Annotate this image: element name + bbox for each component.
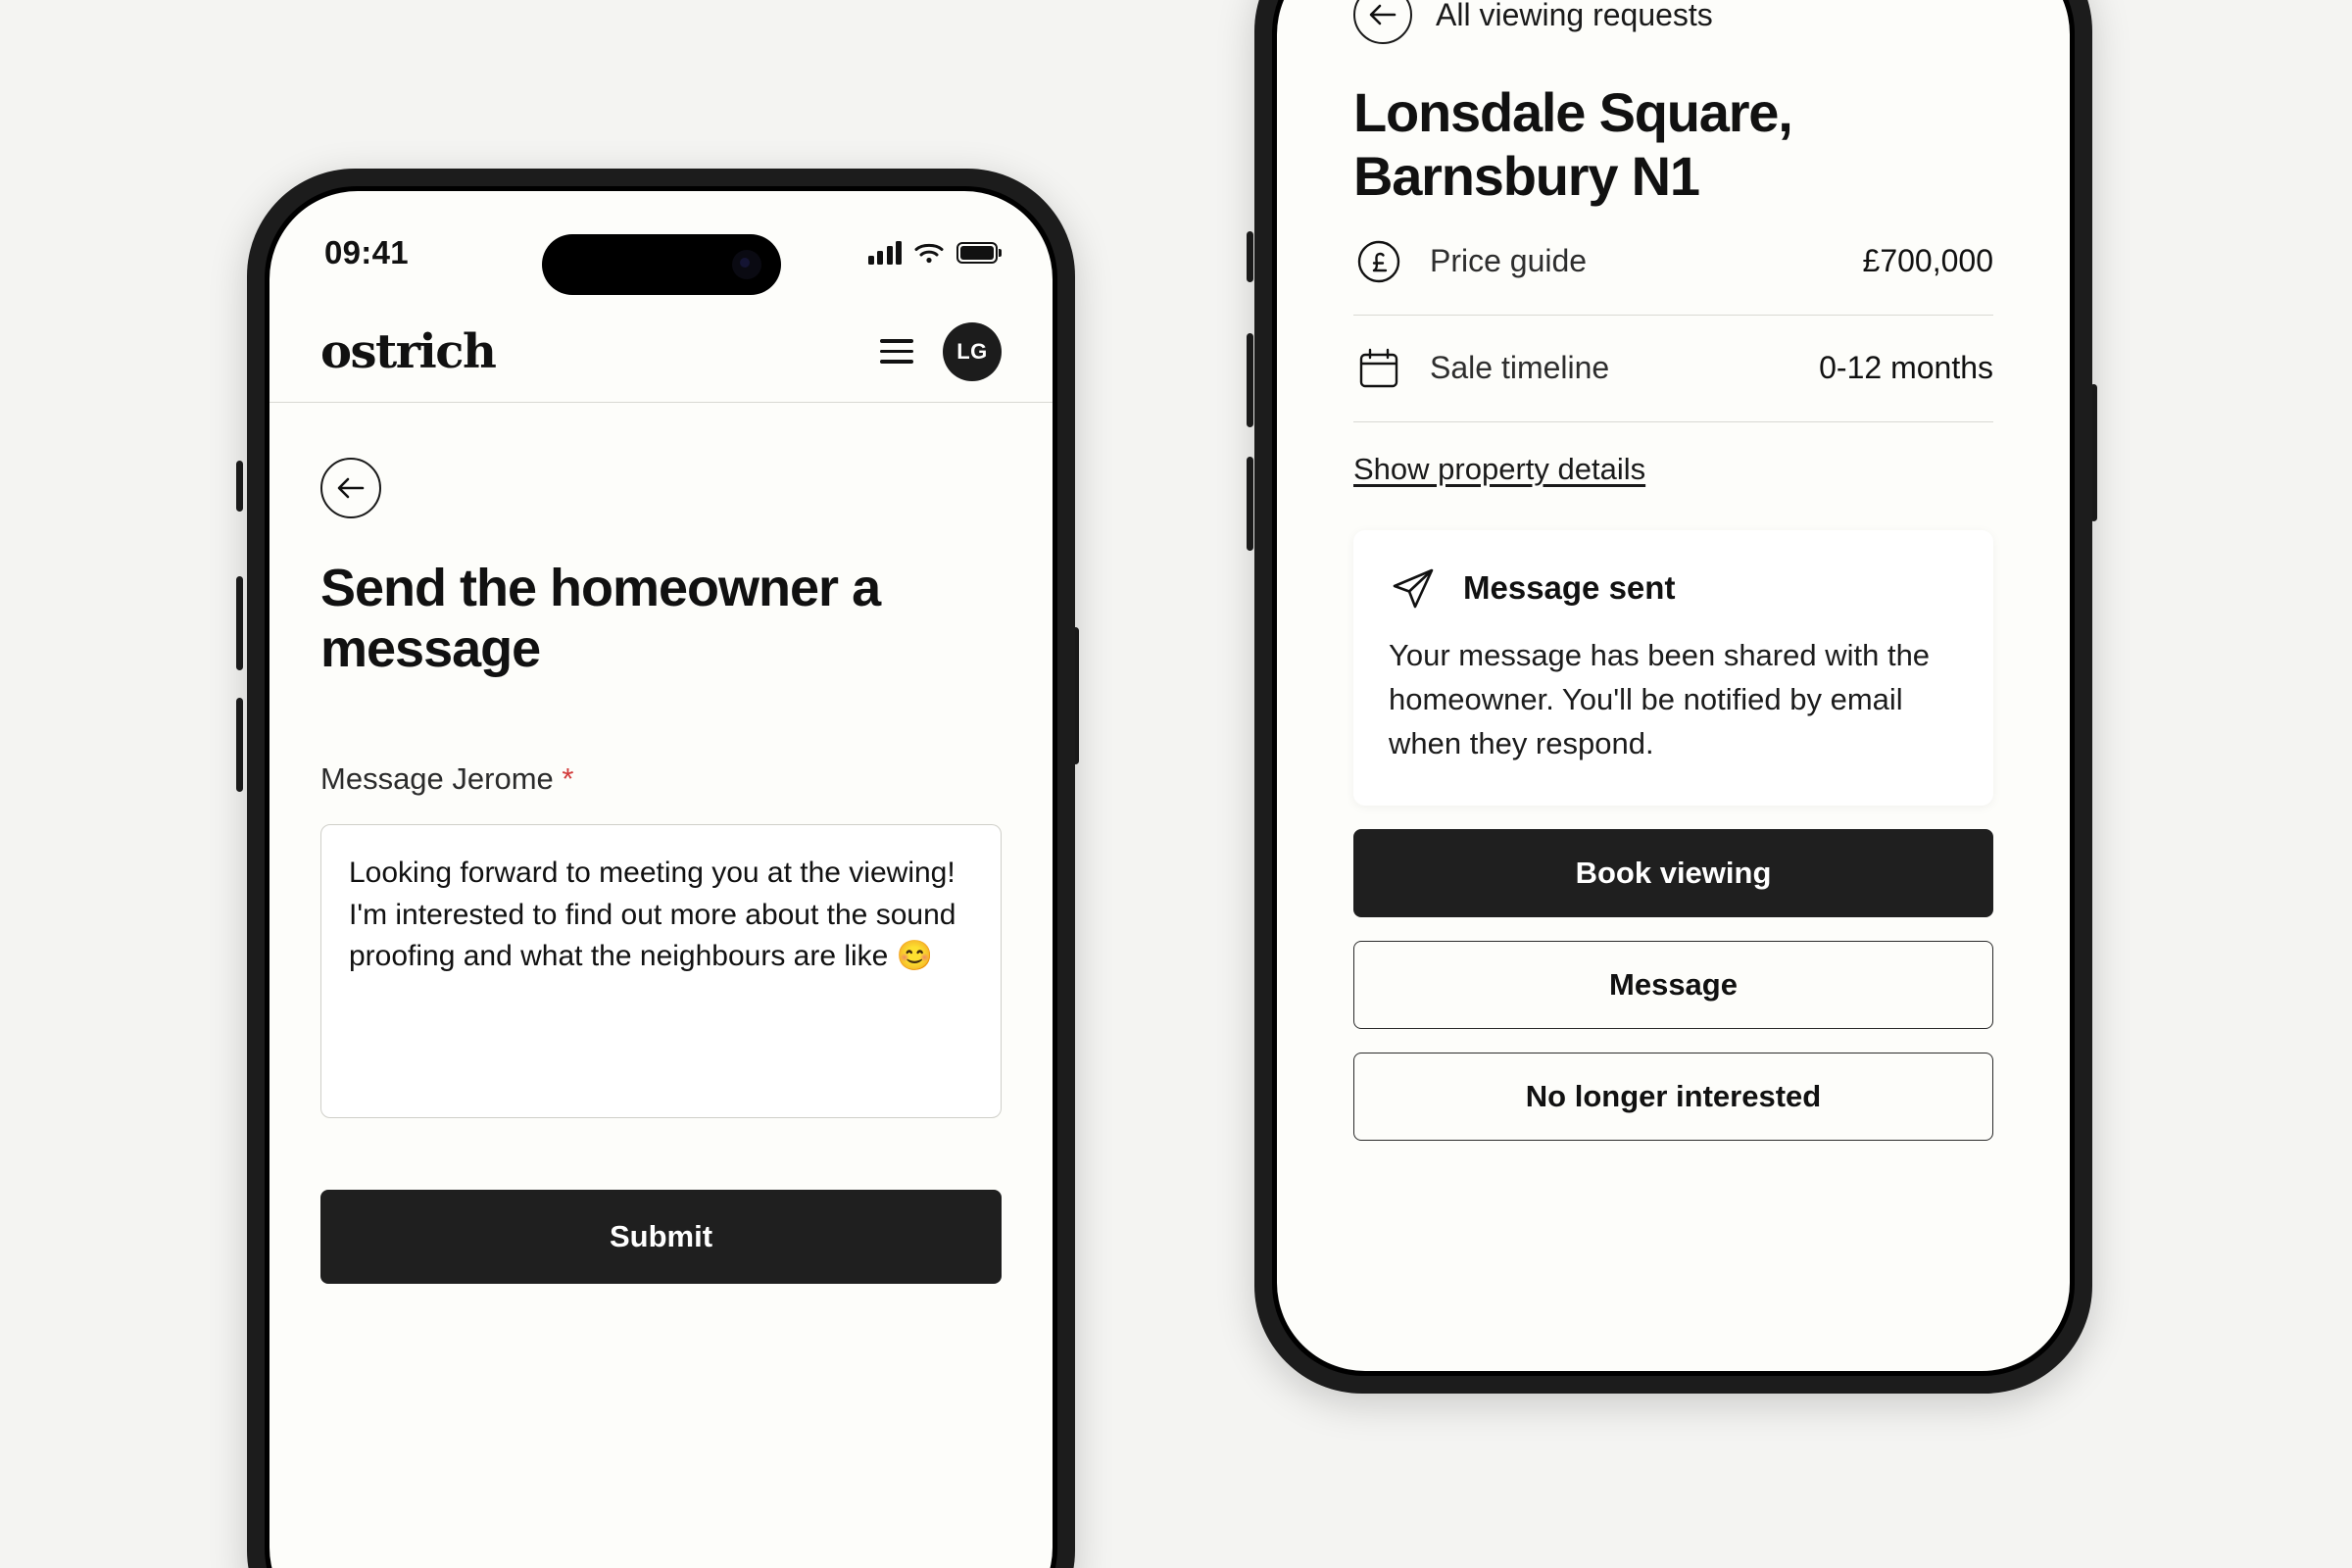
spec-row-price-guide: [1353, 209, 1993, 316]
battery-full-icon: [956, 242, 998, 264]
no-longer-interested-button[interactable]: No longer interested: [1353, 1053, 1993, 1141]
message-sent-card: [1353, 530, 1993, 806]
property-title: Lonsdale Square, Barnsbury N1: [1353, 81, 1792, 207]
dynamic-island: [542, 234, 781, 295]
arrow-left-icon: [1368, 2, 1397, 27]
back-button[interactable]: [320, 458, 381, 518]
message-sent-title: Message sent: [1463, 568, 1676, 606]
phone-left-device: [247, 169, 1075, 1568]
phone-left-silence-switch[interactable]: [236, 461, 243, 512]
spec-label: Price guide: [1430, 243, 1588, 279]
spec-value: 0-12 months: [1819, 350, 1993, 386]
spec-label: Sale timeline: [1430, 350, 1610, 386]
message-sent-header: [1389, 564, 1958, 612]
message-field-label: [320, 761, 1002, 797]
back-label: All viewing requests: [1436, 0, 1713, 32]
message-input[interactable]: [320, 824, 1002, 1118]
phone-right-screen: [1277, 0, 2070, 1371]
page-title: Send the homeowner a message: [320, 559, 881, 679]
phone-left-volume-down-button[interactable]: [236, 698, 243, 792]
calendar-icon: [1353, 343, 1404, 394]
phone-left-screen: [270, 191, 1053, 1568]
pound-circle-icon: [1353, 236, 1404, 287]
status-time: 09:41: [324, 234, 409, 270]
phone-right-volume-up-button[interactable]: [1247, 333, 1253, 427]
phone-right-bezel: [1272, 0, 2075, 1376]
book-viewing-button[interactable]: Book viewing: [1353, 829, 1993, 917]
status-indicators: [868, 241, 999, 265]
phone-right-device: [1254, 0, 2092, 1394]
status-bar: [270, 191, 1053, 301]
front-camera-icon: [732, 250, 761, 279]
message-button[interactable]: Message: [1353, 941, 1993, 1029]
submit-button[interactable]: Submit: [320, 1190, 1002, 1284]
paper-plane-icon: [1389, 564, 1438, 612]
message-field-label-text: Message Jerome: [320, 761, 554, 797]
spec-value: £700,000: [1862, 243, 1993, 279]
back-button-right[interactable]: [1353, 0, 1412, 44]
phone-left-bezel: [265, 186, 1057, 1568]
hamburger-menu-icon[interactable]: [880, 339, 913, 364]
header-actions: [880, 322, 1002, 381]
cellular-bars-icon: [868, 241, 903, 265]
brand-logo[interactable]: ostrich: [320, 323, 496, 379]
left-page-body: [270, 403, 1053, 1284]
arrow-left-icon: [336, 475, 366, 501]
spec-row-sale-timeline: [1353, 316, 1993, 422]
avatar[interactable]: LG: [943, 322, 1002, 381]
show-property-details-link[interactable]: Show property details: [1353, 451, 1646, 486]
required-marker: *: [562, 761, 574, 797]
phone-left-volume-up-button[interactable]: [236, 576, 243, 670]
phone-right-silence-switch[interactable]: [1247, 231, 1253, 282]
message-sent-body: Your message has been shared with the homeowner. You'll be notified by email when they respond.: [1389, 637, 1931, 760]
app-header: [270, 301, 1053, 403]
wifi-icon: [914, 241, 944, 265]
all-viewing-requests-back[interactable]: [1353, 0, 1993, 44]
phone-right-volume-down-button[interactable]: [1247, 457, 1253, 551]
